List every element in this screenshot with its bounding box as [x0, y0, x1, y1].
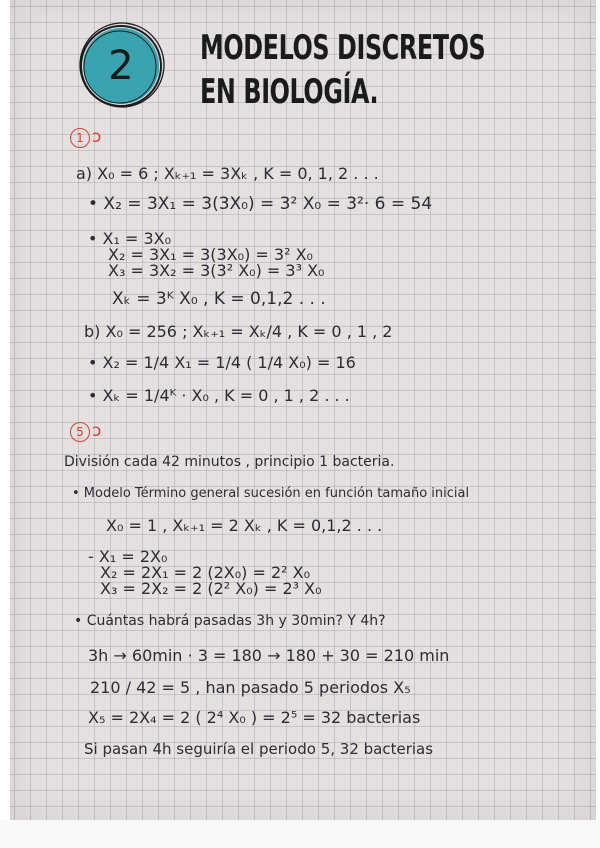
exercise-5-line: X₅ = 2X₄ = 2 ( 2⁴ X₀ ) = 2⁵ = 32 bacterias	[88, 708, 421, 727]
exercise-1-line: • Xₖ = 1/4ᴷ · X₀ , K = 0 , 1 , 2 . . .	[88, 386, 350, 405]
exercise-5-line: 210 / 42 = 5 , han pasado 5 periodos X₅	[90, 678, 411, 697]
exercise-5-line: División cada 42 minutos , principio 1 bacteria.	[64, 454, 395, 470]
chapter-number: 2	[108, 43, 134, 89]
exercise-number: 1	[70, 128, 90, 148]
exercise-1-line: X₃ = 3X₂ = 3(3² X₀) = 3³ X₀	[108, 261, 325, 280]
exercise-number: 5	[70, 422, 90, 442]
page-title-line2: EN BIOLOGÍA.	[200, 72, 379, 112]
exercise-1-line: a) X₀ = 6 ; Xₖ₊₁ = 3Xₖ , K = 0, 1, 2 . . .	[76, 164, 379, 183]
exercise-1-line: • X₂ = 3X₁ = 3(3X₀) = 3² X₀ = 3²· 6 = 54	[88, 194, 433, 214]
exercise-1-line: b) X₀ = 256 ; Xₖ₊₁ = Xₖ/4 , K = 0 , 1 , 2	[84, 322, 393, 341]
exercise-1-line: X₂ = 3X₁ = 3(3X₀) = 3² X₀	[108, 245, 313, 264]
marker-tail-icon: ↄ	[92, 127, 102, 147]
exercise-5-marker	[70, 421, 101, 442]
exercise-5-line: X₃ = 2X₂ = 2 (2² X₀) = 2³ X₀	[100, 579, 322, 598]
exercise-5-line: 3h → 60min · 3 = 180 → 180 + 30 = 210 min	[88, 646, 450, 665]
exercise-5-line: X₂ = 2X₁ = 2 (2X₀) = 2² X₀	[100, 563, 311, 582]
exercise-5-line: X₀ = 1 , Xₖ₊₁ = 2 Xₖ , K = 0,1,2 . . .	[106, 516, 383, 535]
marker-tail-icon: ↄ	[92, 421, 102, 441]
exercise-5-line: • Cuántas habrá pasadas 3h y 30min? Y 4h?	[74, 613, 386, 629]
exercise-1-line: • X₁ = 3X₀	[88, 229, 172, 248]
exercise-5-line: - X₁ = 2X₀	[88, 547, 168, 566]
exercise-5-line: Si pasan 4h seguiría el periodo 5, 32 bacterias	[84, 740, 434, 758]
page-bottom-margin	[0, 820, 600, 848]
page-title-line1: MODELOS DISCRETOS	[200, 28, 486, 68]
exercise-1-line: Xₖ = 3ᴷ X₀ , K = 0,1,2 . . .	[112, 289, 326, 309]
chapter-badge	[77, 22, 165, 110]
exercise-1-line: • X₂ = 1/4 X₁ = 1/4 ( 1/4 X₀) = 16	[88, 353, 356, 372]
exercise-1-marker	[70, 127, 101, 148]
notebook-page	[10, 0, 596, 820]
exercise-5-line: • Modelo Término general sucesión en función tamaño inicial	[72, 486, 470, 501]
